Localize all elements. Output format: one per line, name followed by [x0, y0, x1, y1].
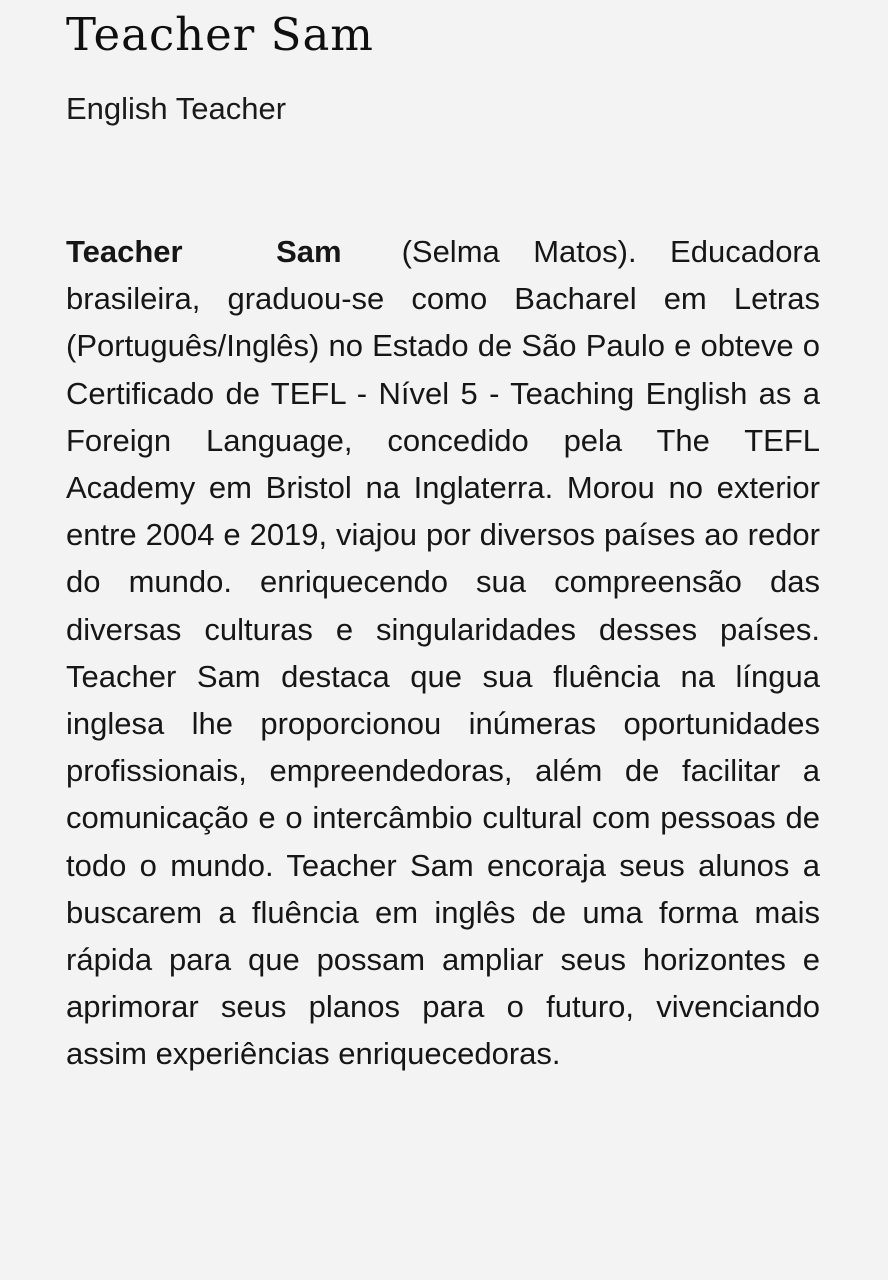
bio-bold-name: Teacher Sam: [66, 234, 342, 269]
teacher-role-subtitle: English Teacher: [66, 91, 287, 126]
teacher-name-heading: Teacher Sam: [66, 8, 374, 61]
bio-text: (Selma Matos). Educadora brasileira, graduou-se como Bacharel em Letras (Português/Inglês) no Estado de São Paulo e obteve o Certificado de TEFL - Nível 5 - Teaching English as a Foreign Language, concedido pela The TEFL Academy em Bristol na Inglaterra. Morou no exterior entre 2004 e 2019, viajou por diversos países ao redor do mundo. enriquecendo sua compreensão das diversas culturas e singularidades desses países. Teacher Sam destaca que sua fluência na língua inglesa lhe proporcionou inúmeras oportunidades profissionais, empreendedoras, além de facilitar a comunicação e o intercâmbio cultural com pessoas de todo o mundo. Teacher Sam encoraja seus alunos a buscarem a fluência em inglês de uma forma mais rápida para que possam ampliar seus horizontes e aprimorar seus planos para o futuro, vivenciando assim experiências enriquecedoras.: [66, 234, 820, 1072]
teacher-bio-paragraph: [66, 228, 820, 1078]
